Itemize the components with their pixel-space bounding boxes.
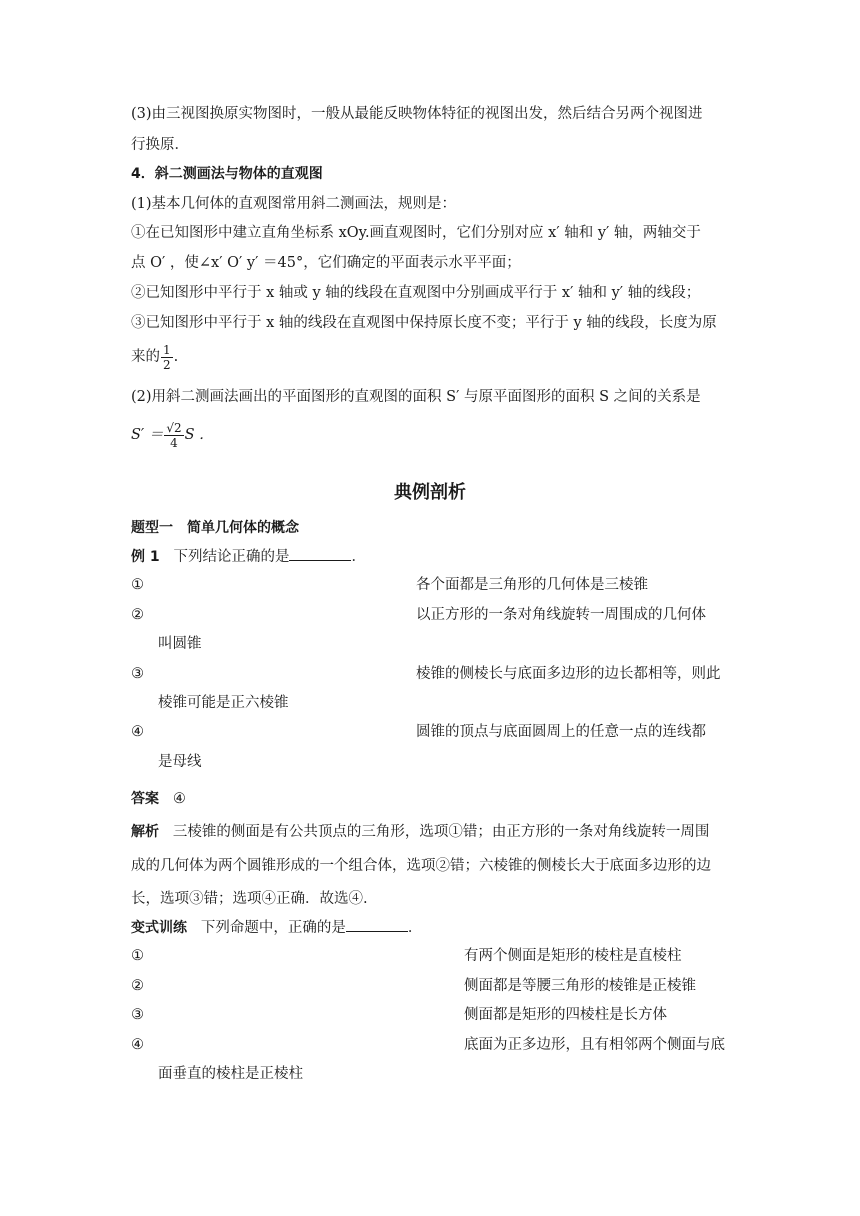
example1-text: 下列结论正确的是 [173, 549, 290, 565]
var-option2-mark: ② [131, 978, 144, 994]
example1-question [131, 546, 366, 567]
ex1-option4-mark: ④ [131, 724, 144, 740]
ex1-option4-text: 圆锥的顶点与底面圆周上的任意一点的连线都 [416, 724, 706, 740]
example1-label: 例 1 [131, 549, 160, 565]
formula-prefix: S′ ＝ [131, 427, 164, 443]
rule3-line1: ③已知图形中平行于 x 轴的线段在直观图中保持原长度不变；平行于 y 轴的线段，长度为原 [131, 315, 717, 331]
rule3-line2-suffix: . [173, 349, 179, 365]
var-option1-mark: ① [131, 948, 144, 964]
fraction-denominator: 4 [170, 435, 178, 450]
rule3-line2-prefix: 来的 [131, 349, 160, 365]
var-option4-mark: ④ [131, 1037, 144, 1053]
ex1-option3-text: 棱锥的侧棱长与底面多边形的边长都相等，则此 [416, 666, 721, 682]
var-option2-text: 侧面都是等腰三角形的棱锥是正棱锥 [464, 978, 696, 994]
fraction-numerator: √2 [166, 420, 182, 435]
example1-end: ． [351, 549, 366, 565]
answer-label: 答案 [131, 791, 159, 807]
ex1-option3-mark: ③ [131, 666, 144, 682]
sub2-line1: (2)用斜二测画法画出的平面图形的直观图的面积 S′ 与原平面图形的面积 S 之间的关系是 [131, 389, 701, 405]
variant-label: 变式训练 [131, 920, 187, 936]
analysis-line1 [131, 822, 709, 842]
ex1-option2-cont: 叫圆锥 [158, 636, 202, 652]
analysis-line3: 长，选项③错；选项④正确．故选④. [131, 891, 368, 907]
ex1-option2-mark: ② [131, 607, 144, 623]
answer-blank [346, 917, 408, 932]
var-option4-cont: 面垂直的棱柱是正棱柱 [158, 1066, 303, 1082]
intro-p3-line1: (3)由三视图换原实物图时，一般从最能反映物体特征的视图出发，然后结合另两个视图进 [131, 106, 703, 122]
rule2: ②已知图形中平行于 x 轴或 y 轴的线段在直观图中分别画成平行于 x′ 轴和 y′ 轴的线段； [131, 285, 701, 301]
section4-title: 4．斜二测画法与物体的直观图 [131, 166, 323, 182]
formula-suffix: S ． [184, 427, 214, 443]
rule1-line2: 点 O′ ，使∠x′ O′ y′ ＝45°，它们确定的平面表示水平平面； [131, 255, 521, 271]
rule1-line1: ①在已知图形中建立直角坐标系 xOy.画直观图时，它们分别对应 x′ 轴和 y′ 轴，两轴交于 [131, 225, 701, 241]
rule3-line2 [131, 342, 178, 372]
section-heading: 典例剖析 [394, 482, 466, 503]
ex1-option3-cont: 棱锥可能是正六棱锥 [158, 695, 289, 711]
fraction-denominator: 2 [163, 357, 171, 372]
var-option3-mark: ③ [131, 1007, 144, 1023]
answer-line [131, 789, 186, 809]
var-option4-text: 底面为正多边形，且有相邻两个侧面与底 [464, 1037, 725, 1053]
variant-question [131, 917, 422, 938]
analysis-label: 解析 [131, 824, 159, 840]
one-half-fraction [161, 343, 173, 372]
var-option1-text: 有两个侧面是矩形的棱柱是直棱柱 [464, 948, 682, 964]
answer-blank [289, 546, 351, 561]
intro-p3-line2: 行换原． [131, 137, 189, 153]
var-option3-text: 侧面都是矩形的四棱柱是长方体 [464, 1007, 667, 1023]
analysis-text-1: 三棱锥的侧面是有公共顶点的三角形，选项①错；由正方形的一条对角线旋转一周围 [172, 824, 710, 840]
ex1-option2-text: 以正方形的一条对角线旋转一周围成的几何体 [416, 607, 706, 623]
ex1-option1-text: 各个面都是三角形的几何体是三棱锥 [416, 577, 648, 593]
answer-value: ④ [172, 791, 186, 807]
sub2-formula [131, 418, 214, 452]
variant-text: 下列命题中，正确的是 [200, 920, 346, 936]
ex1-option4-cont: 是母线 [158, 754, 202, 770]
type1-title: 题型一 简单几何体的概念 [131, 520, 299, 536]
ex1-option1-mark: ① [131, 577, 144, 593]
section4-sub1: (1)基本几何体的直观图常用斜二测画法，规则是： [131, 196, 457, 212]
variant-end: ． [407, 920, 423, 936]
sqrt2-over-4-fraction [164, 421, 183, 450]
fraction-numerator: 1 [163, 342, 171, 357]
analysis-line2: 成的几何体为两个圆锥形成的一个组合体，选项②错；六棱锥的侧棱长大于底面多边形的边 [131, 858, 711, 874]
